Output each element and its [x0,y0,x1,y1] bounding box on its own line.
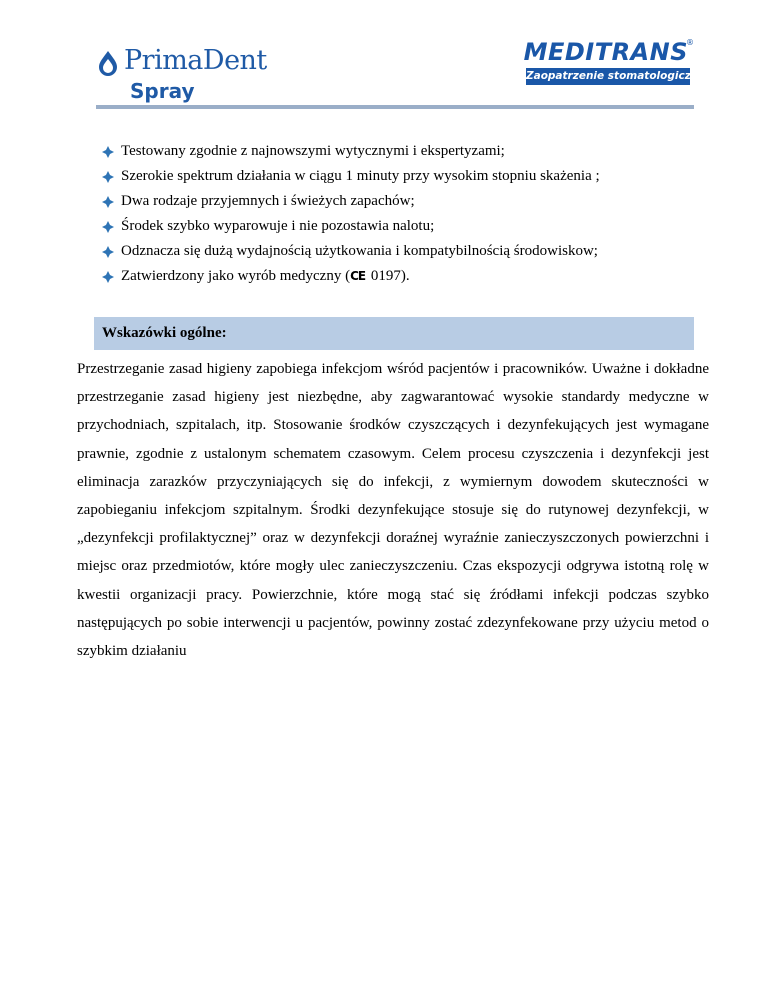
list-item-text: Szerokie spektrum działania w ciągu 1 minuty przy wysokim stopniu skażenia ; [121,168,600,184]
section-title: Wskazówki ogólne: [102,325,227,341]
diamond-bullet-icon [102,146,114,158]
section-header-bar [94,317,694,350]
brand-name [124,44,267,78]
list-item [100,165,690,190]
list-item-text: Środek szybko wyparowuje i nie pozostawia nalotu; [121,218,435,234]
list-item [100,190,690,215]
list-item [100,140,690,165]
diamond-bullet-icon [102,221,114,233]
brand-name-second: Dent [202,45,267,76]
brand-name-main: Prima [124,45,203,76]
header-divider [96,105,694,109]
list-item-text-after: 0197). [367,268,410,284]
diamond-bullet-icon [102,196,114,208]
list-item-text-before: Zatwierdzony jako wyrób medyczny ( [121,268,351,284]
meditrans-logo [523,38,706,88]
feature-list [100,140,690,290]
body-paragraph: Przestrzeganie zasad higieny zapobiega infekcjom wśród pacjentów i pracowników. Uważne i dokładne przestrzeganie zasad higieny jest niezbędne, aby zagwarantować wysokie standardy medyczne w przychodniach, szpitalach, itp. Stosowanie środków czyszczących i dezynfekujących jest wymagane prawnie, zgodnie z ustalonym schematem czasowym. Celem procesu czyszczenia i dezynfekcji jest eliminacja zarazków przyczyniających się do infekcji, z wymiernym dowodem skuteczności w zapobieganiu infekcjom szpitalnym. Środki dezynfekujące stosuje się do rutynowej dezynfekcji, w „dezynfekcji profilaktycznej” oraz w dezynfekcji doraźnej wyraźnie zanieczyszczonych powierzchni i miejsc oraz przedmiotów, które mogły ulec zanieczyszczeniu. Czas ekspozycji odgrywa istotną rolę w kwestii organizacji pracy. Powierzchnie, które mogą stać się źródłami infekcji podczas szybko następujących po sobie interwencji u pacjentów, powinny zostać zdezynfekowane przy użyciu metod o szybkim działaniu [77,361,709,660]
list-item-text: Odznacza się dużą wydajnością użytkowania i kompatybilnością środowiskow; [121,243,598,259]
registered-mark: ® [686,38,694,47]
water-drop-icon [97,50,119,76]
page-header [96,36,706,112]
primadent-logo [96,42,266,106]
diamond-bullet-icon [102,246,114,258]
diamond-bullet-icon [102,271,114,283]
list-item-text: Dwa rodzaje przyjemnych i świeżych zapachów; [121,193,415,209]
diamond-bullet-icon [102,171,114,183]
list-item [100,265,690,290]
ce-mark: CE [350,269,366,283]
list-item-text: Testowany zgodnie z najnowszymi wytycznymi i ekspertyzami; [121,143,505,159]
product-name: Spray [130,79,195,103]
distributor-name: MEDITRANS [523,38,688,66]
list-item [100,240,690,265]
list-item [100,215,690,240]
distributor-tagline: Zaopatrzenie stomatologiczne [526,68,690,85]
